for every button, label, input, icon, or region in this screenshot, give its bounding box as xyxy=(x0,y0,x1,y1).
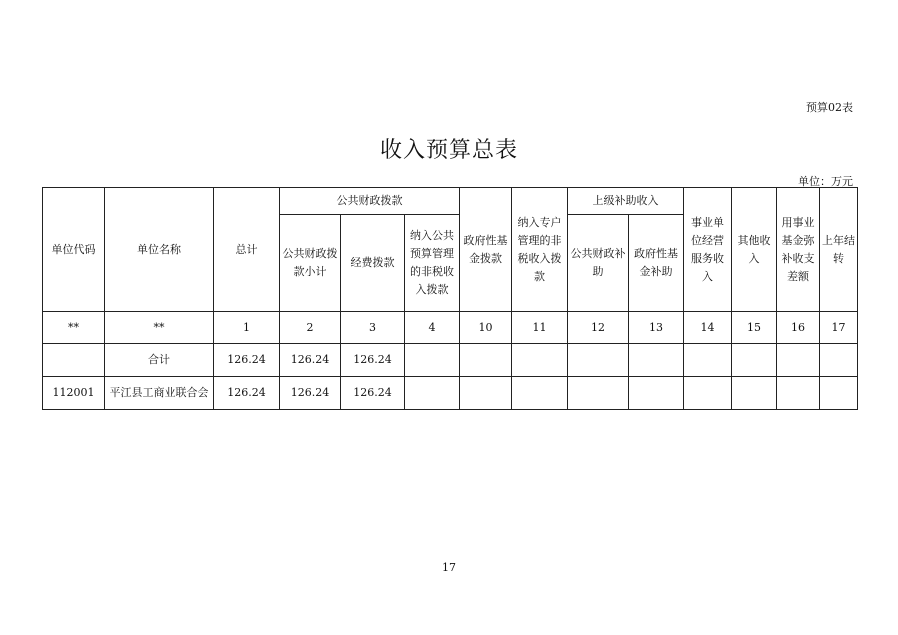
table-cell: 平江县工商业联合会 xyxy=(105,377,214,410)
table-cell xyxy=(777,377,820,410)
table-cell xyxy=(629,377,684,410)
table-cell xyxy=(460,344,512,377)
table-row xyxy=(43,377,858,410)
header-total: 总计 xyxy=(214,188,280,312)
header-business-fund-offset: 用事业基金弥补收支差额 xyxy=(777,188,820,312)
header-other-income: 其他收入 xyxy=(732,188,777,312)
table-cell xyxy=(405,344,460,377)
unit-label: 单位：万元 xyxy=(798,175,853,188)
table-cell: ** xyxy=(105,312,214,344)
header-business-income: 事业单位经营服务收入 xyxy=(684,188,732,312)
table-cell: 14 xyxy=(684,312,732,344)
table-cell: 17 xyxy=(820,312,858,344)
table-cell xyxy=(820,344,858,377)
table-cell: 13 xyxy=(629,312,684,344)
table-cell xyxy=(43,344,105,377)
table-number-label: 预算02表 xyxy=(806,101,853,114)
header-public-fiscal-subsidy: 公共财政补助 xyxy=(568,215,629,312)
table-cell xyxy=(820,377,858,410)
income-budget-table xyxy=(42,187,858,410)
table-cell xyxy=(568,344,629,377)
page-number: 17 xyxy=(442,561,456,574)
table-cell xyxy=(405,377,460,410)
table-cell: 126.24 xyxy=(341,377,405,410)
header-special-account-nontax: 纳入专户管理的非税收入拨款 xyxy=(512,188,568,312)
table-cell xyxy=(684,377,732,410)
table-cell: 112001 xyxy=(43,377,105,410)
table-cell: 15 xyxy=(732,312,777,344)
table-cell xyxy=(568,377,629,410)
table-cell: 16 xyxy=(777,312,820,344)
header-gov-fund-subsidy: 政府性基金补助 xyxy=(629,215,684,312)
header-public-fiscal-subtotal: 公共财政拨款小计 xyxy=(280,215,341,312)
table-cell: 1 xyxy=(214,312,280,344)
table-cell xyxy=(512,344,568,377)
table-cell: 合计 xyxy=(105,344,214,377)
table-cell xyxy=(512,377,568,410)
header-gov-fund: 政府性基金拨款 xyxy=(460,188,512,312)
table-cell: 126.24 xyxy=(280,377,341,410)
table-cell xyxy=(732,344,777,377)
table-cell xyxy=(777,344,820,377)
header-operating-funds: 经费拨款 xyxy=(341,215,405,312)
table-cell xyxy=(629,344,684,377)
table-cell xyxy=(684,344,732,377)
table-cell: 4 xyxy=(405,312,460,344)
table-cell: 2 xyxy=(280,312,341,344)
header-superior-subsidy-group: 上级补助收入 xyxy=(568,188,684,215)
page-title: 收入预算总表 xyxy=(379,138,518,163)
index-row xyxy=(43,312,858,344)
header-carryover: 上年结转 xyxy=(820,188,858,312)
table-cell: 10 xyxy=(460,312,512,344)
table-cell: 126.24 xyxy=(214,377,280,410)
table-cell: 11 xyxy=(512,312,568,344)
table-cell xyxy=(460,377,512,410)
header-unit-name: 单位名称 xyxy=(105,188,214,312)
header-unit-code: 单位代码 xyxy=(43,188,105,312)
header-row-1 xyxy=(43,188,858,215)
table-cell: 126.24 xyxy=(214,344,280,377)
header-nontax-in-budget: 纳入公共预算管理的非税收入拨款 xyxy=(405,215,460,312)
table-cell: 126.24 xyxy=(280,344,341,377)
table-cell: 12 xyxy=(568,312,629,344)
table-cell: 3 xyxy=(341,312,405,344)
table-cell: 126.24 xyxy=(341,344,405,377)
table-cell xyxy=(732,377,777,410)
header-public-fiscal-group: 公共财政拨款 xyxy=(280,188,460,215)
table-row xyxy=(43,344,858,377)
table-cell: ** xyxy=(43,312,105,344)
